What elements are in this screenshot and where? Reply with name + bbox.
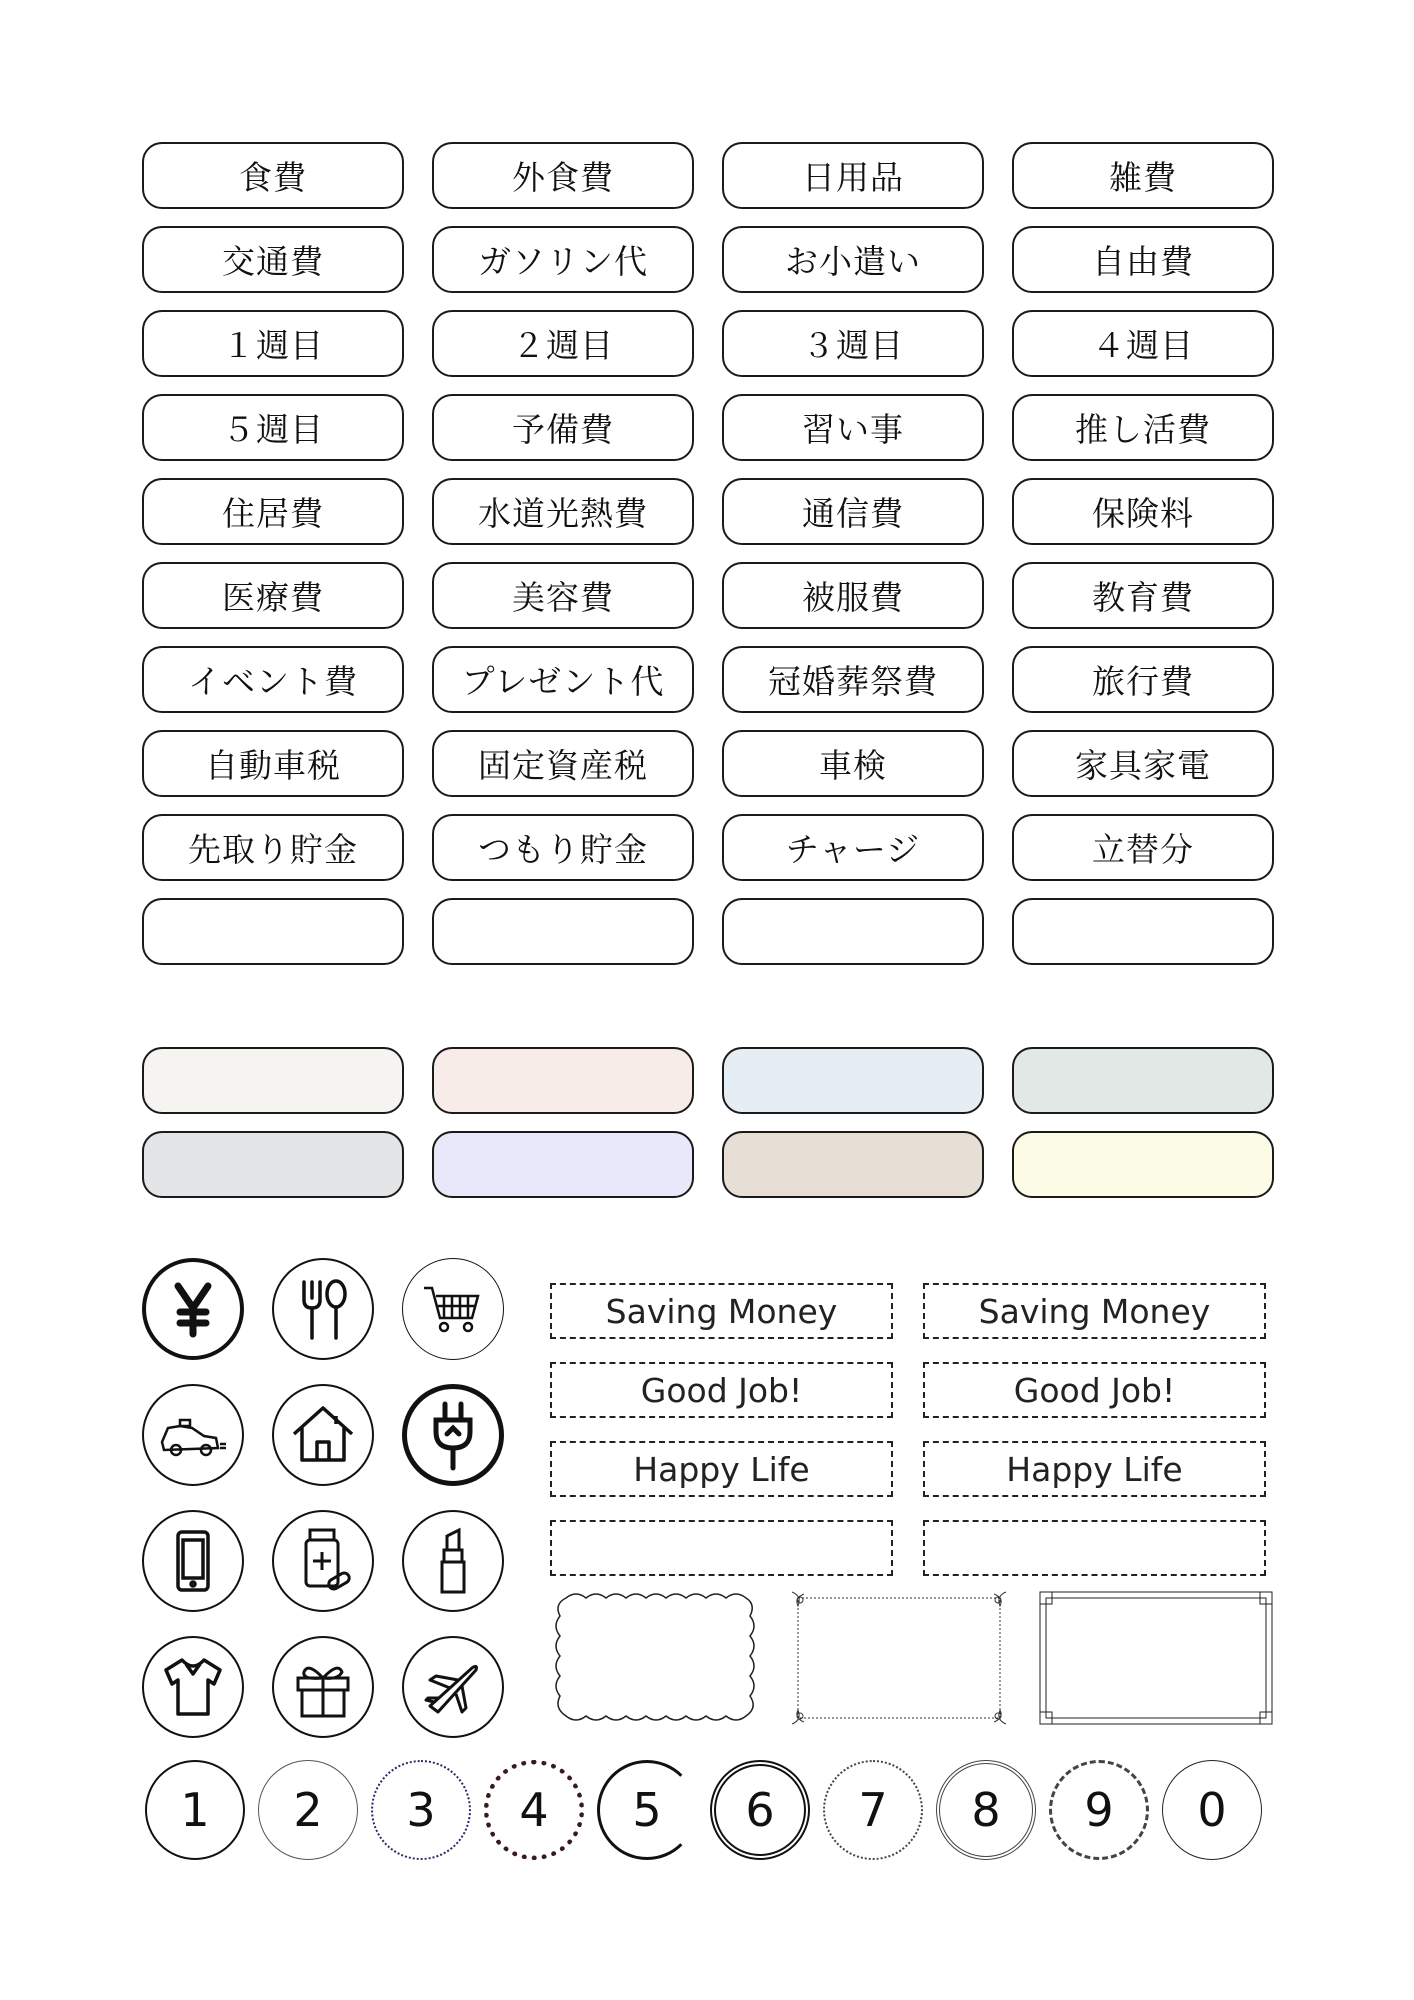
label-sticker: 立替分 <box>1012 814 1274 881</box>
label-sticker: 習い事 <box>722 394 984 461</box>
number-4-sticker: 4 <box>484 1760 584 1860</box>
label-sticker: 雑費 <box>1012 142 1274 209</box>
number-sticker-row <box>145 1760 1275 1864</box>
icon-sticker-grid <box>142 1258 508 1738</box>
label-sticker: 予備費 <box>432 394 694 461</box>
number-9-sticker: 9 <box>1049 1760 1149 1860</box>
phrase-sticker: Saving Money <box>550 1283 893 1339</box>
smartphone-icon <box>142 1510 244 1612</box>
label-sticker: 先取り貯金 <box>142 814 404 881</box>
label-sticker: ガソリン代 <box>432 226 694 293</box>
phrase-sticker: Saving Money <box>923 1283 1266 1339</box>
phrase-sticker-grid <box>550 1283 1266 1576</box>
label-sticker: 交通費 <box>142 226 404 293</box>
label-sticker: 固定資産税 <box>432 730 694 797</box>
label-sticker: つもり貯金 <box>432 814 694 881</box>
double-line-frame <box>1038 1590 1274 1726</box>
number-6-sticker: 6 <box>710 1760 810 1860</box>
ornate-frame <box>790 1590 1008 1726</box>
lipstick-icon <box>402 1510 504 1612</box>
label-sticker: イベント費 <box>142 646 404 713</box>
label-sticker: 自動車税 <box>142 730 404 797</box>
phrase-sticker: Happy Life <box>923 1441 1266 1497</box>
label-sticker: 日用品 <box>722 142 984 209</box>
label-sticker: 通信費 <box>722 478 984 545</box>
color-swatch <box>142 1131 404 1198</box>
label-sticker: 美容費 <box>432 562 694 629</box>
label-sticker: 水道光熱費 <box>432 478 694 545</box>
label-sticker: 食費 <box>142 142 404 209</box>
blank-label-sticker <box>432 898 694 965</box>
label-sticker: 被服費 <box>722 562 984 629</box>
label-sticker: チャージ <box>722 814 984 881</box>
number-1-sticker: 1 <box>145 1760 245 1860</box>
number-0-sticker: 0 <box>1162 1760 1262 1860</box>
scalloped-frame <box>550 1590 762 1726</box>
phrase-sticker: Good Job! <box>550 1362 893 1418</box>
blank-phrase-sticker <box>923 1520 1266 1576</box>
blank-label-sticker <box>722 898 984 965</box>
label-sticker: 推し活費 <box>1012 394 1274 461</box>
label-sticker: 車検 <box>722 730 984 797</box>
blank-label-sticker <box>1012 898 1274 965</box>
color-swatch <box>722 1131 984 1198</box>
shopping-cart-icon <box>402 1258 504 1360</box>
label-sticker: プレゼント代 <box>432 646 694 713</box>
fork-spoon-icon <box>272 1258 374 1360</box>
color-swatch <box>432 1047 694 1114</box>
label-sticker: 自由費 <box>1012 226 1274 293</box>
yen-icon <box>142 1258 244 1360</box>
label-sticker: １週目 <box>142 310 404 377</box>
medicine-icon <box>272 1510 374 1612</box>
phrase-sticker: Good Job! <box>923 1362 1266 1418</box>
label-sticker: ５週目 <box>142 394 404 461</box>
color-swatch <box>142 1047 404 1114</box>
category-label-grid <box>142 142 1274 965</box>
plug-icon <box>402 1384 504 1486</box>
label-sticker: お小遣い <box>722 226 984 293</box>
color-swatch-grid <box>142 1047 1274 1198</box>
blank-phrase-sticker <box>550 1520 893 1576</box>
label-sticker: ３週目 <box>722 310 984 377</box>
color-swatch <box>1012 1131 1274 1198</box>
number-2-sticker: 2 <box>258 1760 358 1860</box>
phrase-sticker: Happy Life <box>550 1441 893 1497</box>
label-sticker: 医療費 <box>142 562 404 629</box>
label-sticker: 教育費 <box>1012 562 1274 629</box>
taxi-icon <box>142 1384 244 1486</box>
number-5-sticker: 5 <box>597 1760 697 1860</box>
label-sticker: ２週目 <box>432 310 694 377</box>
label-sticker: 住居費 <box>142 478 404 545</box>
number-7-sticker: 7 <box>823 1760 923 1860</box>
color-swatch <box>432 1131 694 1198</box>
label-sticker: 外食費 <box>432 142 694 209</box>
color-swatch <box>722 1047 984 1114</box>
label-sticker: 保険料 <box>1012 478 1274 545</box>
label-sticker: 冠婚葬祭費 <box>722 646 984 713</box>
airplane-icon <box>402 1636 504 1738</box>
tshirt-icon <box>142 1636 244 1738</box>
label-sticker: ４週目 <box>1012 310 1274 377</box>
decorative-frames <box>550 1590 1276 1730</box>
house-icon <box>272 1384 374 1486</box>
label-sticker: 家具家電 <box>1012 730 1274 797</box>
gift-icon <box>272 1636 374 1738</box>
label-sticker: 旅行費 <box>1012 646 1274 713</box>
number-8-sticker: 8 <box>936 1760 1036 1860</box>
color-swatch <box>1012 1047 1274 1114</box>
blank-label-sticker <box>142 898 404 965</box>
number-3-sticker: 3 <box>371 1760 471 1860</box>
